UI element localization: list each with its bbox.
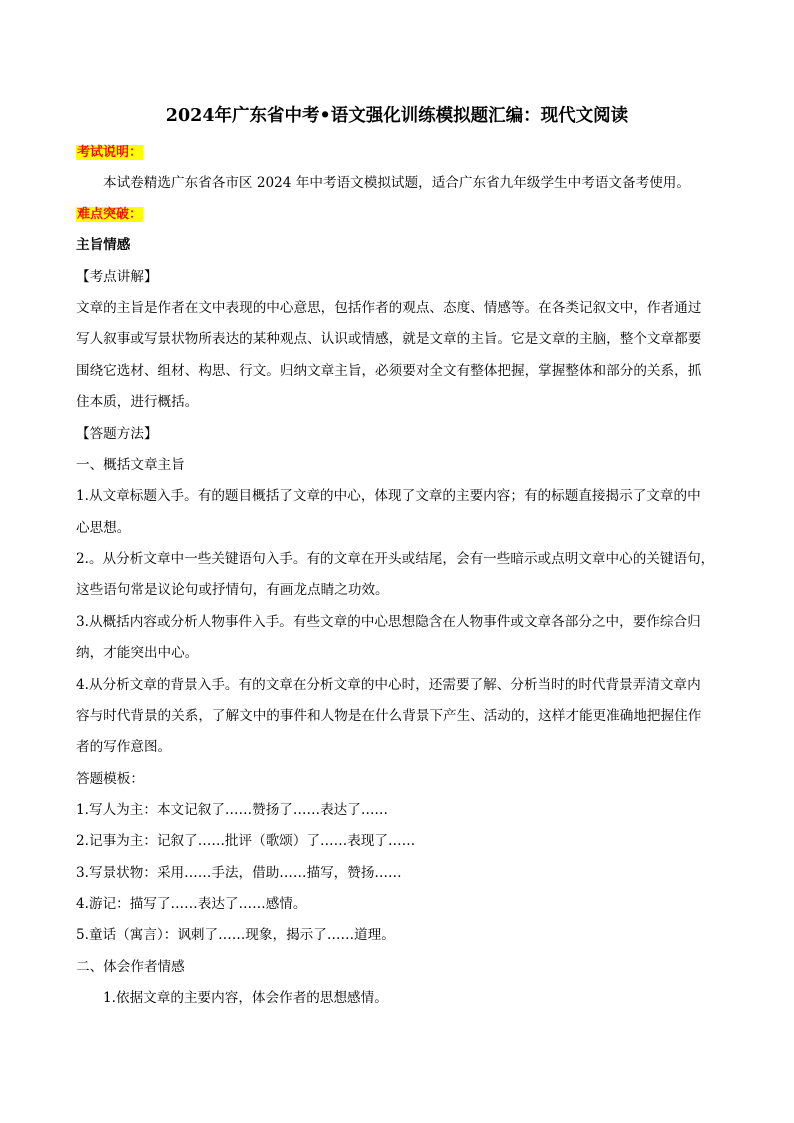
methods-heading: 【答题方法】 [76, 426, 158, 442]
template-heading: 答题模板： [76, 771, 144, 787]
method-line: 4.从分析文章的背景入手。有的文章在分析文章的中心时，还需要了解、分析当时的时代背景弄清文章内 [76, 677, 701, 693]
method-line: 这些语句常是议论句或抒情句，有画龙点睛之功效。 [76, 582, 389, 598]
method-line: 纳，才能突出中心。 [76, 645, 199, 661]
method-line: 者的写作意图。 [76, 739, 172, 755]
method-line: 2.。从分析文章中一些关键语句入手。有的文章在开头或结尾，会有一些暗示或点明文章中心的关键语句， [76, 551, 715, 567]
method-line: 容与时代背景的关系，了解文中的事件和人物是在什么背景下产生、活动的，这样才能更准确地把握住作 [76, 708, 702, 724]
points-line: 住本质，进行概括。 [76, 394, 199, 410]
points-heading: 【考点讲解】 [76, 269, 158, 285]
difficulty-topic: 主旨情感 [76, 237, 131, 253]
points-line: 围绕它选材、组材、构思、行文。归纳文章主旨，必须要对全文有整体把握，掌握整体和部分的关系，抓 [76, 363, 702, 379]
template-line: 3.写景状物：采用……手法，借助……描写，赞扬…… [76, 865, 402, 881]
exam-note-text: 本试卷精选广东省各市区 2024 年中考语文模拟试题，适合广东省九年级学生中考语文备考使用。 [103, 175, 690, 191]
template-line: 1.写人为主：本文记叙了……赞扬了……表达了…… [76, 802, 389, 818]
points-line: 写人叙事或写景状物所表达的某种观点、认识或情感，就是文章的主旨。它是文章的主脑，整个文章都要 [76, 331, 702, 347]
difficulty-label-line [76, 204, 718, 225]
section-heading-1: 一、概括文章主旨 [76, 457, 185, 473]
method-line: 3.从概括内容或分析人物事件入手。有些文章的中心思想隐含在人物事件或文章各部分之中，要作综合归 [76, 614, 701, 630]
difficulty-label: 难点突破： [77, 207, 143, 222]
points-line: 文章的主旨是作者在文中表现的中心意思，包括作者的观点、态度、情感等。在各类记叙文中，作者通过 [76, 300, 702, 316]
exam-note-label: 考试说明： [77, 145, 143, 160]
template-line: 4.游记：描写了……表达了……感情。 [76, 896, 307, 912]
exam-note-label-line [76, 142, 718, 163]
method-line: 1.从文章标题入手。有的题目概括了文章的中心，体现了文章的主要内容；有的标题直接揭示了文章的中 [76, 488, 701, 504]
document-title: 2024年广东省中考•语文强化训练模拟题汇编：现代文阅读 [165, 106, 629, 126]
section-heading-2: 二、体会作者情感 [76, 959, 185, 975]
method-line: 心思想。 [76, 520, 131, 536]
section-2-line: 1.依据文章的主要内容，体会作者的思想感情。 [103, 990, 388, 1006]
template-line: 2.记事为主：记叙了……批评（歌颂）了……表现了…… [76, 833, 416, 849]
template-line: 5.童话（寓言）：讽刺了……现象，揭示了……道理。 [76, 927, 395, 943]
